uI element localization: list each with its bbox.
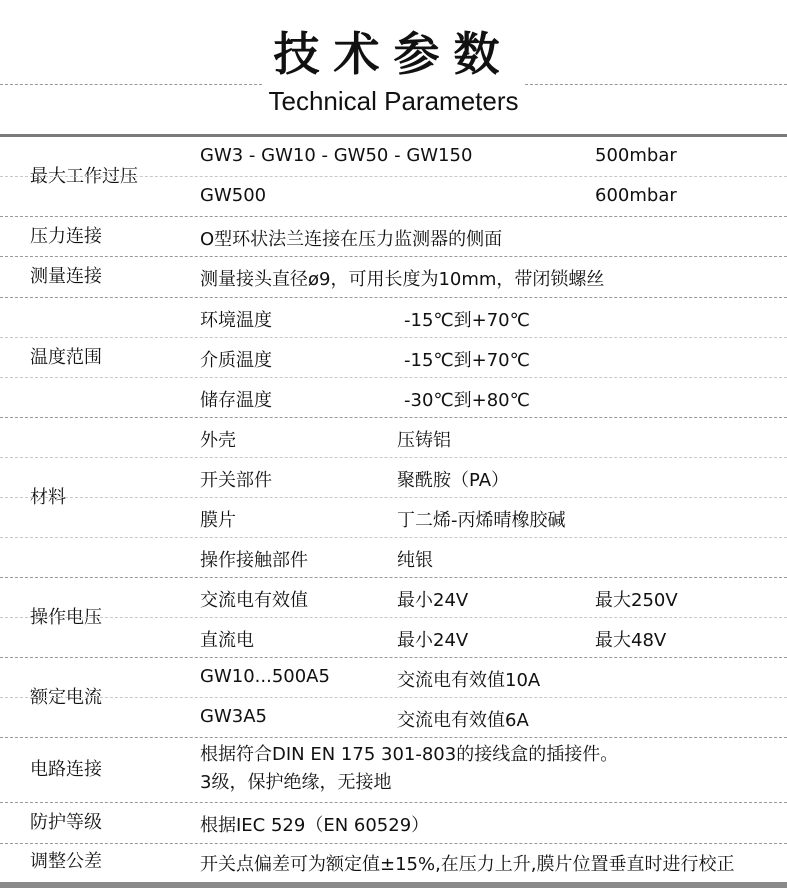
label-tolerance: 调整公差 (30, 851, 102, 872)
row-group-circuit-connection (0, 738, 787, 803)
material-part-cell: 开关部件 (200, 470, 272, 491)
sub-row (0, 418, 787, 458)
temperature-value-cell: -15℃到+70℃ (404, 350, 530, 371)
material-part-cell: 操作接触部件 (200, 550, 308, 571)
current-model-cell: GW3A5 (200, 706, 267, 727)
material-value-cell: 聚酰胺（PA） (397, 470, 510, 491)
row-group-tolerance (0, 844, 787, 882)
title-divider-left (0, 84, 262, 85)
sub-row (0, 177, 787, 216)
label-temperature-range: 温度范围 (30, 347, 102, 368)
sub-row (0, 378, 787, 417)
sub-row (0, 137, 787, 177)
model-cell: GW500 (200, 185, 267, 206)
temperature-value-cell: -15℃到+70℃ (404, 310, 530, 331)
pressure-value-cell: 600mbar (595, 185, 677, 206)
row-group-pressure-connection (0, 217, 787, 257)
row-group-max-overpressure (0, 137, 787, 217)
sub-row (0, 338, 787, 378)
label-material: 材料 (30, 487, 66, 508)
label-circuit-connection: 电路连接 (30, 759, 102, 780)
label-rated-current: 额定电流 (30, 687, 102, 708)
title-divider-right (525, 84, 787, 85)
voltage-type-cell: 交流电有效值 (200, 590, 308, 611)
voltage-max-cell: 最大250V (595, 590, 678, 611)
voltage-type-cell: 直流电 (200, 630, 254, 651)
label-protection-class: 防护等级 (30, 812, 102, 833)
material-value-cell: 丁二烯-丙烯晴橡胶碱 (397, 510, 566, 531)
row-group-material (0, 418, 787, 578)
temperature-value-cell: -30℃到+80℃ (404, 390, 530, 411)
circuit-connection-line-1: 根据符合DIN EN 175 301-803的接线盒的插接件。 (200, 744, 619, 765)
row-group-rated-current (0, 658, 787, 738)
sub-row (0, 498, 787, 538)
material-part-cell: 外壳 (200, 430, 236, 451)
current-value-cell: 交流电有效值10A (397, 670, 541, 691)
circuit-connection-line-2: 3级，保护绝缘，无接地 (200, 772, 392, 793)
material-value-cell: 压铸铝 (397, 430, 451, 451)
tolerance-value: 开关点偏差可为额定值±15%,在压力上升,膜片位置垂直时进行校正 (200, 854, 735, 875)
label-pressure-connection: 压力连接 (30, 226, 102, 247)
sub-row (0, 298, 787, 338)
pressure-value-cell: 500mbar (595, 145, 677, 166)
sub-row (0, 458, 787, 498)
temperature-name-cell: 介质温度 (200, 350, 272, 371)
temperature-name-cell: 环境温度 (200, 310, 272, 331)
row-group-operating-voltage (0, 578, 787, 658)
table-bottom-rule (0, 882, 787, 888)
page-title-en: Technical Parameters (268, 86, 519, 116)
row-group-temperature-range (0, 298, 787, 418)
model-cell: GW3 - GW10 - GW50 - GW150 (200, 145, 473, 166)
row-group-measurement-connection (0, 257, 787, 298)
sub-row (0, 578, 787, 618)
voltage-min-cell: 最小24V (397, 590, 469, 611)
pressure-connection-value: O型环状法兰连接在压力监测器的侧面 (200, 229, 503, 250)
protection-class-value: 根据IEC 529（EN 60529） (200, 815, 430, 836)
temperature-name-cell: 储存温度 (200, 390, 272, 411)
sub-row (0, 698, 787, 737)
sub-row (0, 618, 787, 657)
label-max-overpressure: 最大工作过压 (30, 166, 138, 187)
voltage-min-cell: 最小24V (397, 630, 469, 651)
label-operating-voltage: 操作电压 (30, 607, 102, 628)
voltage-max-cell: 最大48V (595, 630, 667, 651)
material-value-cell: 纯银 (397, 550, 433, 571)
sub-row (0, 538, 787, 577)
current-value-cell: 交流电有效值6A (397, 710, 529, 731)
current-model-cell: GW10...500A5 (200, 666, 330, 687)
row-group-protection-class (0, 803, 787, 844)
material-part-cell: 膜片 (200, 510, 236, 531)
measurement-connection-value: 测量接头直径ø9，可用长度为10mm，带闭锁螺丝 (200, 269, 605, 290)
sub-row (0, 658, 787, 698)
label-measurement-connection: 测量连接 (30, 266, 102, 287)
page-title-cn: 技术参数 (273, 27, 514, 81)
